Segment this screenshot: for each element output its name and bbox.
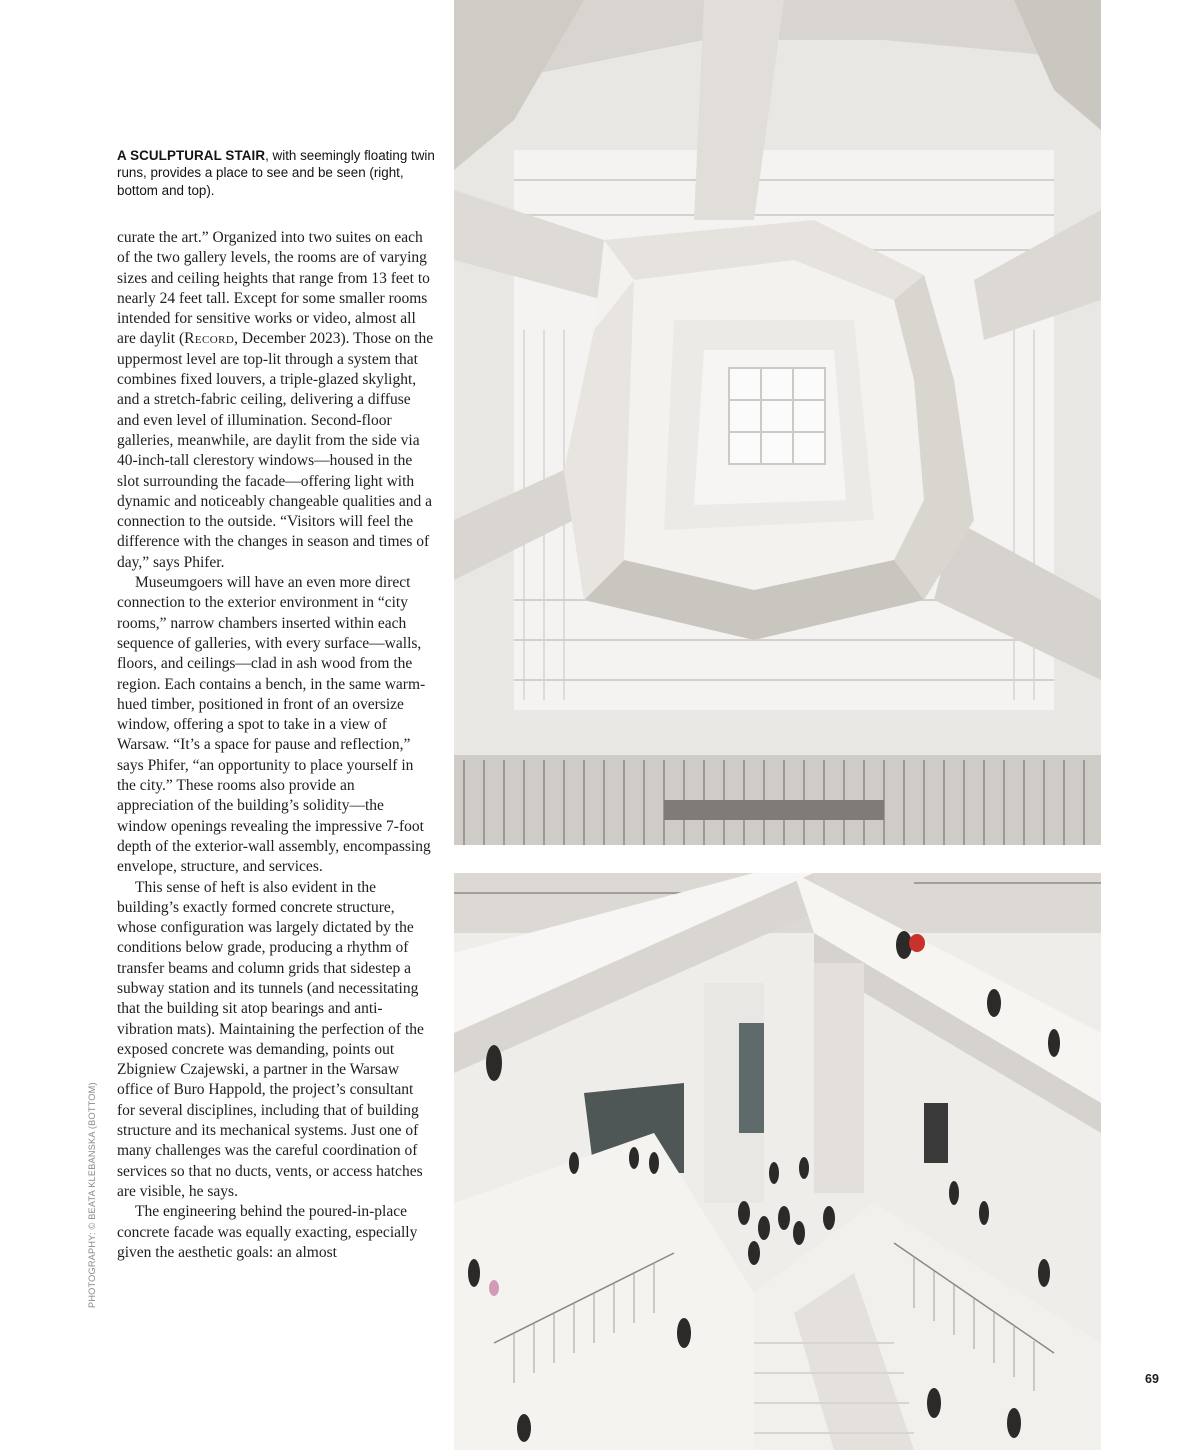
page-number: 69	[1145, 1372, 1159, 1386]
article-body	[117, 228, 435, 1263]
caption-text: , with seemingly floating twin runs, provides a place to see and be seen (right, bottom and top).	[117, 148, 435, 198]
atrium-skylight-illustration	[454, 0, 1101, 845]
article-paragraph-text: , December 2023). Those on the uppermost level are top-lit through a system that combines fixed louvers, a triple-glazed skylight, and a stretch-fabric ceiling, delivering a diffuse and even level of illumination. Second-floor galleries, meanwhile, are daylit from the side via 40-inch-tall clerestory windows—housed in the slot surrounding the facade—offering light with dynamic and noticeably changeable qualities and a connection to the outside. “Visitors will feel the difference with the changes in season and times of day,” says Phifer.	[117, 330, 434, 571]
stair-visitors-photo	[454, 873, 1101, 1450]
stair-visitors-illustration	[454, 873, 1101, 1450]
article-paragraph-text: curate the art.” Organized into two suites on each of the two gallery levels, the rooms are of varying sizes and ceiling heights that range from 13 feet to nearly 24 feet tall. Except for some smaller rooms intended for sensitive works or video, almost all are daylit (	[117, 229, 430, 348]
article-paragraph: The engineering behind the poured-in-place concrete facade was equally exacting, especially given the aesthetic goals: an almost	[117, 1203, 418, 1261]
article-paragraph	[117, 228, 435, 573]
photo-credit: PHOTOGRAPHY: © BEATA KLEBANSKA (BOTTOM)	[87, 1082, 97, 1308]
article-paragraph: This sense of heft is also evident in the building’s exactly formed concrete structure, whose configuration was largely dictated by the conditions below grade, producing a rhythm of transfer beams and column grids that sidestep a subway station and its tunnels (and necessitating that the building sit atop bearings and anti-vibration mats). Maintaining the perfection of the exposed concrete was demanding, points out Zbigniew Czajewski, a partner in the Warsaw office of Buro Happold, the project’s consultant for several disciplines, including that of building structure and its mechanical systems. Just one of many challenges was the careful coordination of services so that no ducts, vents, or access hatches are visible, he says.	[117, 878, 424, 1200]
article-paragraph: Museumgoers will have an even more direct connection to the exterior environment in “city rooms,” narrow chambers inserted within each sequence of galleries, with every surface—walls, floors, and ceilings—clad in ash wood from the region. Each contains a bench, in the same warm-hued timber, positioned in front of an oversize window, offering a spot to take in a view of Warsaw. “It’s a space for pause and reflection,” says Phifer, “an opportunity to place yourself in the city.” These rooms also provide an appreciation of the building’s solidity—the window openings revealing the impressive 7-foot depth of the exterior-wall assembly, encompassing envelope, structure, and services.	[117, 574, 431, 876]
photo-caption	[117, 147, 435, 199]
record-reference: Record	[184, 330, 235, 348]
caption-lead: A SCULPTURAL STAIR	[117, 148, 266, 163]
atrium-skylight-photo	[454, 0, 1101, 845]
